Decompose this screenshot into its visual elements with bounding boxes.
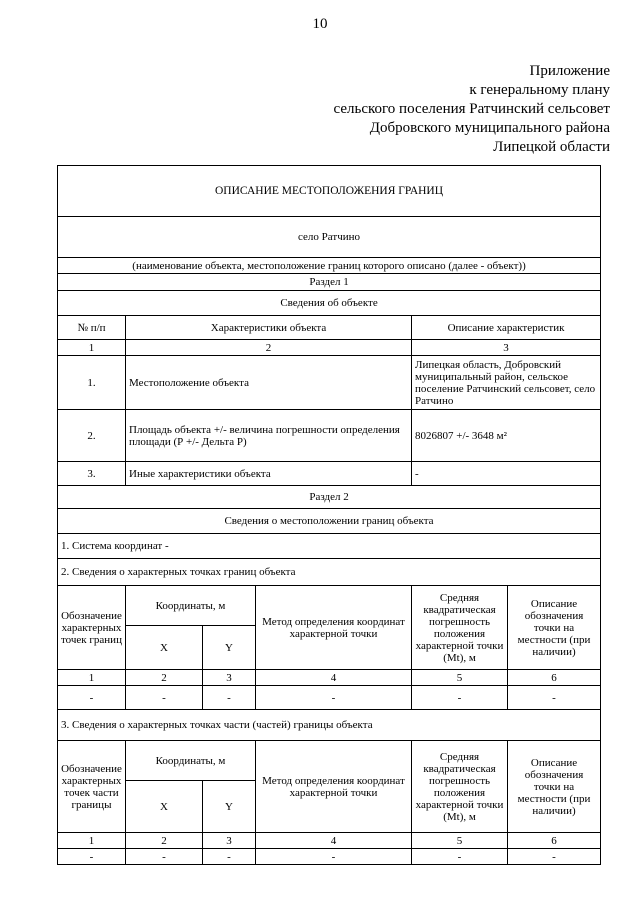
col-number: 3	[203, 670, 256, 686]
row-characteristic: Иные характеристики объекта	[126, 462, 412, 486]
points-col-x: X	[126, 626, 203, 670]
points-heading: 2. Сведения о характерных точках границ объекта	[58, 559, 601, 586]
col-number: 2	[126, 833, 203, 849]
table-cell: -	[126, 686, 203, 710]
table-cell: -	[256, 849, 412, 865]
section1-heading: Сведения об объекте	[58, 291, 601, 316]
section2-heading: Сведения о местоположении границ объекта	[58, 509, 601, 534]
part-col-y: Y	[203, 781, 256, 833]
col-number: 4	[256, 670, 412, 686]
col-number: 5	[412, 833, 508, 849]
table-row	[58, 410, 601, 462]
table-row	[58, 462, 601, 486]
col-number: 6	[508, 833, 601, 849]
section1-label: Раздел 1	[58, 274, 601, 291]
row-value: 8026807 +/- 3648 м²	[412, 410, 601, 462]
points-col-description: Описание обозначения точки на местности (при наличии)	[508, 586, 601, 670]
row-number: 3.	[58, 462, 126, 486]
row-characteristic: Местоположение объекта	[126, 356, 412, 410]
part-col-method: Метод определения координат характерной точки	[256, 741, 412, 833]
table-row	[58, 849, 601, 865]
col-number: 6	[508, 670, 601, 686]
part-heading: 3. Сведения о характерных точках части (частей) границы объекта	[58, 710, 601, 741]
table-cell: -	[256, 686, 412, 710]
appendix-block	[334, 62, 611, 157]
part-col-x: X	[126, 781, 203, 833]
points-col-y: Y	[203, 626, 256, 670]
col-header-description: Описание характеристик	[412, 316, 601, 340]
object-name-cell	[58, 217, 601, 258]
col-number: 3	[203, 833, 256, 849]
points-col-method: Метод определения координат характерной точки	[256, 586, 412, 670]
col-number: 1	[58, 833, 126, 849]
document-title-cell	[58, 166, 601, 217]
table-cell: -	[412, 686, 508, 710]
table-cell: -	[412, 849, 508, 865]
table-cell: -	[58, 686, 126, 710]
col-number: 3	[412, 340, 601, 356]
table-row	[58, 686, 601, 710]
col-number: 1	[58, 670, 126, 686]
part-col-description: Описание обозначения точки на местности (при наличии)	[508, 741, 601, 833]
table-cell: -	[203, 686, 256, 710]
object-name: село Ратчино	[298, 231, 360, 243]
points-col-coordinates: Координаты, м	[126, 586, 256, 626]
row-number: 1.	[58, 356, 126, 410]
object-caption: (наименование объекта, местоположение границ которого описано (далее - объект))	[58, 258, 601, 274]
part-col-coordinates: Координаты, м	[126, 741, 256, 781]
table-cell: -	[126, 849, 203, 865]
table-cell: -	[508, 686, 601, 710]
part-col-error: Средняя квадратическая погрешность положения характерной точки (Mt), м	[412, 741, 508, 833]
table-cell: -	[508, 849, 601, 865]
coordinate-system: 1. Система координат -	[58, 534, 601, 559]
col-number: 2	[126, 670, 203, 686]
page-number: 10	[312, 16, 328, 32]
col-number: 4	[256, 833, 412, 849]
points-col-designation: Обозначение характерных точек границ	[58, 586, 126, 670]
table-row	[58, 356, 601, 410]
row-value: Липецкая область, Добровский муниципальный район, сельское поселение Ратчинский сельсовет, село Ратчино	[412, 356, 601, 410]
appendix-line: Добровского муниципального района	[369, 120, 610, 136]
col-header-num: № п/п	[58, 316, 126, 340]
points-col-error: Средняя квадратическая погрешность положения характерной точки (Mt), м	[412, 586, 508, 670]
appendix-line: сельского поселения Ратчинский сельсовет	[333, 101, 610, 117]
col-number: 1	[58, 340, 126, 356]
appendix-line: к генеральному плану	[469, 82, 610, 98]
col-header-characteristic: Характеристики объекта	[126, 316, 412, 340]
table-cell: -	[203, 849, 256, 865]
appendix-line: Липецкой области	[493, 139, 610, 155]
part-col-designation: Обозначение характерных точек части границы	[58, 741, 126, 833]
document-title: ОПИСАНИЕ МЕСТОПОЛОЖЕНИЯ ГРАНИЦ	[214, 185, 444, 197]
col-number: 2	[126, 340, 412, 356]
section2-label: Раздел 2	[58, 486, 601, 509]
row-value: -	[412, 462, 601, 486]
table-cell: -	[58, 849, 126, 865]
col-number: 5	[412, 670, 508, 686]
boundary-description-table	[57, 165, 601, 865]
row-number: 2.	[58, 410, 126, 462]
row-characteristic: Площадь объекта +/- величина погрешности определения площади (Р +/- Дельта Р)	[126, 410, 412, 462]
appendix-line: Приложение	[529, 63, 610, 79]
